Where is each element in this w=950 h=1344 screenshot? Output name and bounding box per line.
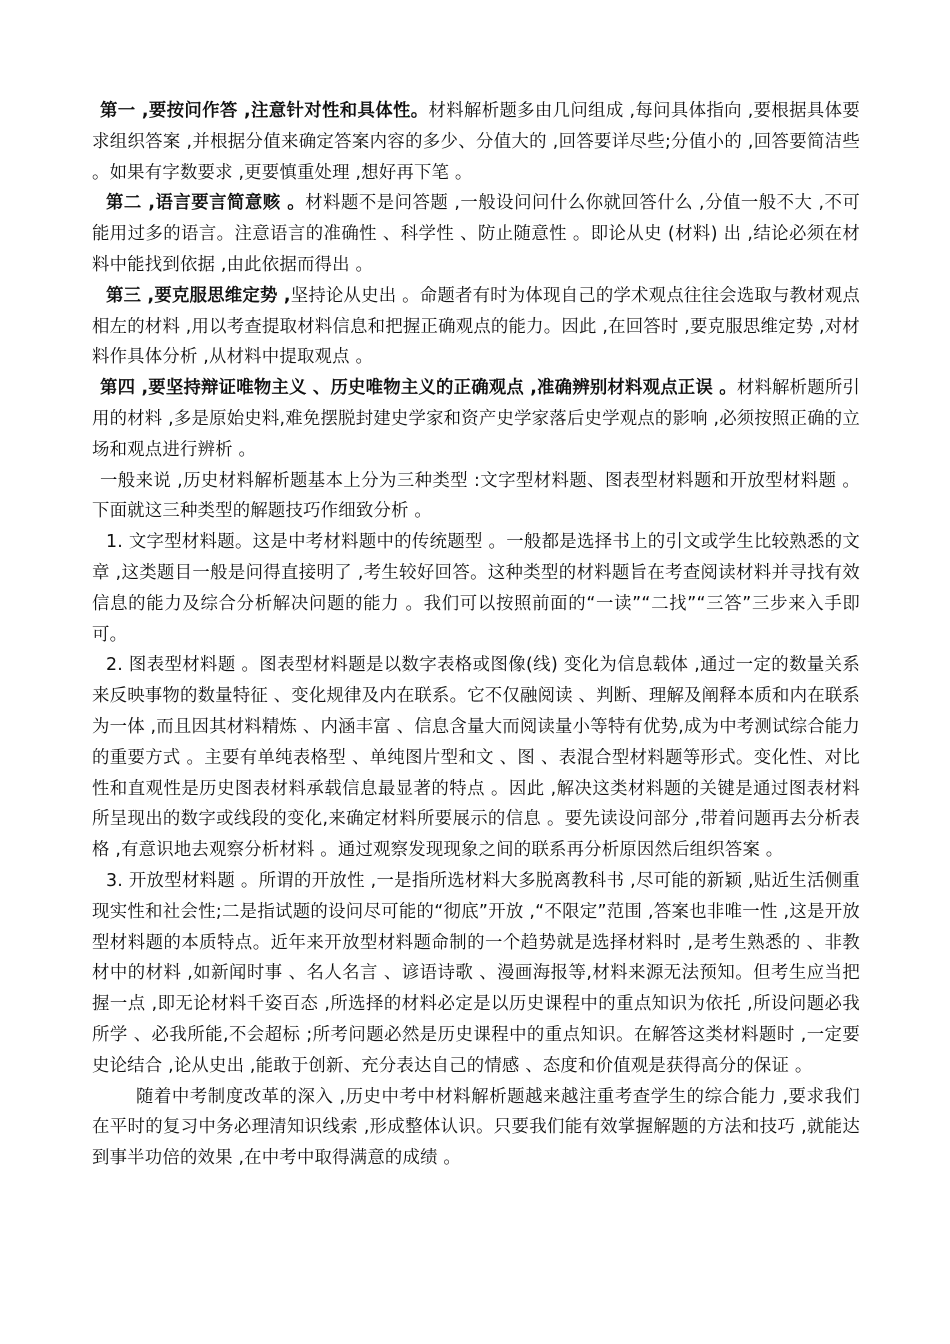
paragraph-3 xyxy=(92,281,860,373)
paragraph-2-text: 材料题不是问答题 ,一般设问问什么你就回答什么 ,分值一般不大 ,不可能用过多的语言。注意语言的准确性 、科学性 、防止随意性 。即论从史 (材料) 出 ,结论必须在材料中能找到依据 ,由此依据而得出 。 xyxy=(92,193,860,275)
paragraph-4 xyxy=(92,373,860,465)
paragraph-5-text: 一般来说 ,历史材料解析题基本上分为三种类型 :文字型材料题、图表型材料题和开放型材料题 。下面就这三种类型的解题技巧作细致分析 。 xyxy=(92,470,860,522)
paragraph-2 xyxy=(92,188,860,280)
paragraph-1-heading: 第一 ,要按问作答 ,注意针对性和具体性。 xyxy=(100,101,429,121)
paragraph-3-heading: 第三 ,要克服思维定势 , xyxy=(106,285,291,306)
paragraph-9-text: 随着中考制度改革的深入 ,历史中考中材料解析题越来越注重考查学生的综合能力 ,要求我们在平时的复习中务必理清知识线索 ,形成整体认识。只要我们能有效掌握解题的方法和技巧 ,就能达到事半功倍的效果 ,在中考中取得满意的成绩 。 xyxy=(92,1086,860,1169)
paragraph-6 xyxy=(92,527,860,650)
paragraph-4-text: 材料解析题所引用的材料 ,多是原始史料,难免摆脱封建史学家和资产史学家落后史学观点的影响 ,必须按照正确的立场和观点进行辨析 。 xyxy=(92,378,860,460)
paragraph-9 xyxy=(92,1082,860,1174)
paragraph-4-heading: 第四 ,要坚持辩证唯物主义 、历史唯物主义的正确观点 ,准确辨别材料观点正误 。 xyxy=(100,378,737,399)
paragraph-1 xyxy=(92,96,860,188)
paragraph-7-text: 2. 图表型材料题 。图表型材料题是以数字表格或图像(线) 变化为信息载体 ,通过一定的数量关系来反映事物的数量特征 、变化规律及内在联系。它不仅融阅读 、判断、理解及阐释本质和内在联系为一体 ,而且因其材料精炼 、内涵丰富 、信息含量大而阅读量小等特有优势,成为中考测试综合能力的重要方式 。主要有单纯表格型 、单纯图片型和文 、图 、表混合型材料题等形式。变化性、对比性和直观性是历史图表材料承载信息最显著的特点 。因此 ,解决这类材料题的关键是通过图表材料所呈现出的数字或线段的变化,来确定材料所要展示的信息 。要先读设问部分 ,带着问题再去分析表格 ,有意识地去观察分析材料 。通过观察发现现象之间的联系再分析原因然后组织答案 。 xyxy=(92,655,860,861)
paragraph-2-heading: 第二 ,语言要言简意赅 。 xyxy=(106,193,306,214)
paragraph-6-text: 1. 文字型材料题。这是中考材料题中的传统题型 。一般都是选择书上的引文或学生比较熟悉的文章 ,这类题目一般是问得直接明了 ,考生较好回答。这种类型的材料题旨在考查阅读材料并寻找有效信息的能力及综合分析解决问题的能力 。我们可以按照前面的“一读”“二找”“三答”三步来入手即可。 xyxy=(92,532,860,645)
paragraph-3-text: 坚持论从史出 。命题者有时为体现自己的学术观点往往会选取与教材观点相左的材料 ,用以考查提取材料信息和把握正确观点的能力。因此 ,在回答时 ,要克服思维定势 ,对材料作具体分析 ,从材料中提取观点 。 xyxy=(92,285,860,368)
paragraph-1-text: 材料解析题多由几问组成 ,每问具体指向 ,要根据具体要求组织答案 ,并根据分值来确定答案内容的多少、分值大的 ,回答要详尽些;分值小的 ,回答要简洁些 。如果有字数要求 ,更要慎重处理 ,想好再下笔 。 xyxy=(92,101,861,183)
paragraph-5 xyxy=(92,466,860,528)
document-body xyxy=(92,96,860,1174)
paragraph-8 xyxy=(92,866,860,1082)
paragraph-8-text: 3. 开放型材料题 。所谓的开放性 ,一是指所选材料大多脱离教科书 ,尽可能的新颖 ,贴近生活侧重现实性和社会性;二是指试题的设问尽可能的“彻底”开放 ,“不限定”范围 ,答案也非唯一性 ,这是开放型材料题的本质特点。近年来开放型材料题命制的一个趋势就是选择材料时 ,是考生熟悉的 、非教材中的材料 ,如新闻时事 、名人名言 、谚语诗歌 、漫画海报等,材料来源无法预知。但考生应当把握一点 ,即无论材料千姿百态 ,所选择的材料必定是以历史课程中的重点知识为依托 ,所设问题必我所学 、必我所能,不会超标 ;所考问题必然是历史课程中的重点知识。在解答这类材料题时 ,一定要史论结合 ,论从史出 ,能敢于创新、充分表达自己的情感 、态度和价值观是获得高分的保证 。 xyxy=(92,870,860,1076)
paragraph-7 xyxy=(92,650,860,866)
